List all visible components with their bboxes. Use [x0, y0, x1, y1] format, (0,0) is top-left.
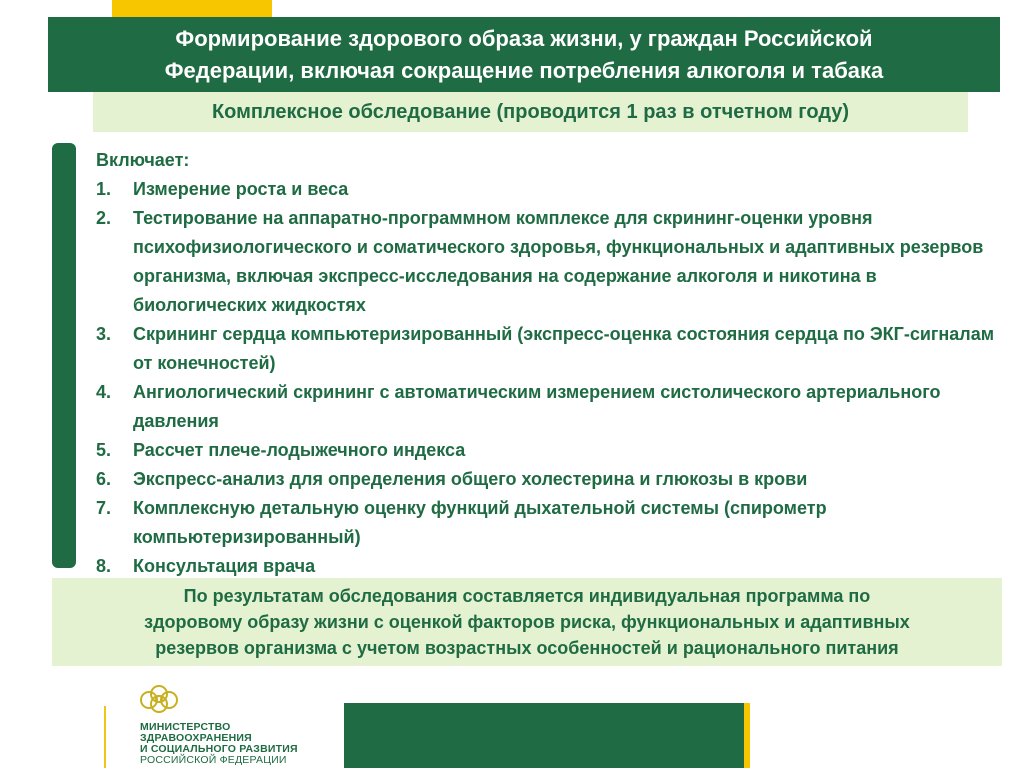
list-item	[96, 378, 996, 436]
list-item	[96, 552, 996, 581]
result-line-3: резервов организма с учетом возрастных особенностей и рационального питания	[155, 638, 899, 658]
list-item-text: Консультация врача	[133, 556, 316, 576]
list-item-text: Скрининг сердца компьютеризированный (экспресс-оценка состояния сердца по ЭКГ-сигналам от конечностей)	[133, 324, 995, 373]
content-area	[96, 146, 996, 581]
result-summary-box	[52, 578, 1002, 666]
list-item-number: 2.	[96, 208, 112, 228]
list-item	[96, 494, 996, 552]
result-line-1: По результатам обследования составляется индивидуальная программа по	[183, 586, 871, 606]
list-item-number: 5.	[96, 440, 112, 460]
ministry-line-2: ЗДРАВООХРАНЕНИЯ	[140, 732, 252, 744]
list-item-text: Тестирование на аппаратно-программном комплексе для скрининг-оценки уровня психофизиологического и соматического здоровья, функциональных и адаптивных резервов организма, включая экспресс-исследования на содержание алкоголя и никотина в биологических жидкостях	[133, 208, 984, 315]
list-item-number: 1.	[96, 179, 112, 199]
slide-title	[48, 17, 1000, 92]
side-accent-bar	[52, 143, 76, 568]
list-item-number: 3.	[96, 324, 112, 344]
footer-green-bar	[344, 703, 744, 768]
list-item-text: Измерение роста и веса	[133, 179, 349, 199]
list-item	[96, 320, 996, 378]
list-item-text: Экспресс-анализ для определения общего холестерина и глюкозы в крови	[133, 469, 808, 489]
list-item-text: Ангиологический скрининг с автоматическим измерением систолического артериального давления	[133, 382, 941, 431]
list-item-text: Рассчет плече-лодыжечного индекса	[133, 440, 466, 460]
top-accent-bar	[112, 0, 272, 17]
list-item-number: 7.	[96, 498, 112, 518]
list-item	[96, 175, 996, 204]
list-intro: Включает:	[96, 150, 190, 170]
list-item	[96, 465, 996, 494]
procedure-list	[96, 175, 996, 581]
title-line-1: Формирование здорового образа жизни, у граждан Российской	[175, 25, 873, 51]
footer-yellow-accent	[744, 703, 750, 768]
footer-divider	[104, 706, 106, 768]
list-item-number: 8.	[96, 556, 112, 576]
ministry-line-3: И СОЦИАЛЬНОГО РАЗВИТИЯ	[140, 743, 298, 755]
slide-subtitle: Комплексное обследование (проводится 1 раз в отчетном году)	[93, 92, 968, 132]
list-item-text: Комплексную детальную оценку функций дыхательной системы (спирометр компьютеризированный)	[133, 498, 827, 547]
list-item-number: 6.	[96, 469, 112, 489]
ministry-name	[140, 722, 298, 766]
result-line-2: здоровому образу жизни с оценкой факторов риска, функциональных и адаптивных	[144, 612, 910, 632]
title-line-2: Федерации, включая сокращение потребления алкоголя и табака	[164, 57, 884, 83]
list-item-number: 4.	[96, 382, 112, 402]
list-item	[96, 204, 996, 320]
list-item	[96, 436, 996, 465]
ministry-line-1: МИНИСТЕРСТВО	[140, 721, 231, 733]
ministry-line-4: РОССИЙСКОЙ ФЕДЕРАЦИИ	[140, 754, 287, 766]
